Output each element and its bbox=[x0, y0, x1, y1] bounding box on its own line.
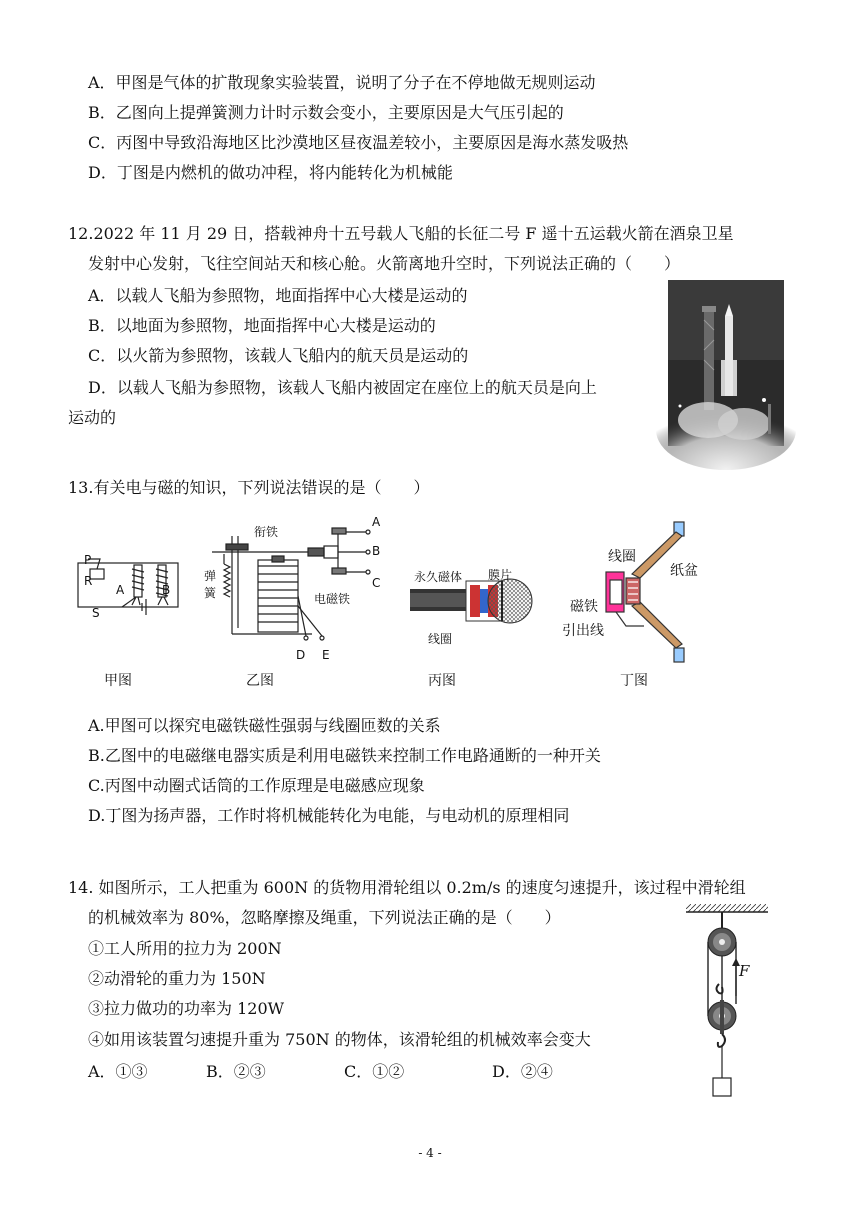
jia-label-s: S bbox=[92, 606, 100, 620]
figure-pulley-system bbox=[686, 904, 770, 1100]
jia-label-a: A bbox=[116, 583, 125, 597]
yi-label-electromagnet: 电磁铁 bbox=[314, 592, 351, 606]
q11-option-d: D．丁图是内燃机的做功冲程，将内能转化为机械能 bbox=[88, 163, 453, 182]
yi-label-c: C bbox=[372, 576, 381, 590]
jia-label-b: B bbox=[162, 583, 171, 597]
caption-yi: 乙图 bbox=[246, 673, 274, 689]
q14-choice-a: A．①③ bbox=[88, 1062, 148, 1081]
caption-bing: 丙图 bbox=[428, 673, 456, 689]
ding-label-lead: 引出线 bbox=[562, 623, 604, 639]
yi-label-d: D bbox=[296, 648, 306, 662]
q13-option-a: A.甲图可以探究电磁铁磁性强弱与线圈匝数的关系 bbox=[88, 716, 441, 735]
yi-label-b: B bbox=[372, 544, 381, 558]
force-label-f: F bbox=[739, 962, 750, 980]
bing-label-coil: 线圈 bbox=[428, 632, 453, 646]
yi-label-e: E bbox=[322, 648, 330, 662]
jia-label-r: R bbox=[84, 574, 93, 588]
q12-stem-line2: 发射中心发射，飞往空间站天和核心舱。火箭离地升空时，下列说法正确的（ ） bbox=[88, 254, 681, 273]
q13-option-b: B.乙图中的电磁继电器实质是利用电磁铁来控制工作电路通断的一种开关 bbox=[88, 746, 601, 765]
q14-choice-b: B．②③ bbox=[206, 1062, 266, 1081]
q13-option-d: D.丁图为扬声器，工作时将机械能转化为电能，与电动机的原理相同 bbox=[88, 806, 570, 825]
bing-label-magnet: 永久磁体 bbox=[414, 570, 463, 584]
caption-ding: 丁图 bbox=[620, 673, 648, 689]
q14-statement-2: ②动滑轮的重力为 150N bbox=[88, 969, 266, 988]
q12-option-d: D．以载人飞船为参照物，该载人飞船内被固定在座位上的航天员是向上 bbox=[88, 378, 597, 397]
q12-stem-line1: 12.2022 年 11 月 29 日，搭载神舟十五号载人飞船的长征二号 F 遥十五运载火箭在酒泉卫星 bbox=[68, 224, 734, 243]
rocket-launch-photo bbox=[668, 280, 784, 446]
figure-yi-relay bbox=[212, 516, 382, 646]
q12-option-b: B．以地面为参照物，地面指挥中心大楼是运动的 bbox=[88, 316, 436, 335]
q12-option-c: C．以火箭为参照物，该载人飞船内的航天员是运动的 bbox=[88, 346, 469, 365]
q12-option-d-cont: 运动的 bbox=[68, 408, 117, 427]
q11-option-a: A．甲图是气体的扩散现象实验装置，说明了分子在不停地做无规则运动 bbox=[88, 73, 596, 92]
q11-option-c: C．丙图中导致沿海地区比沙漠地区昼夜温差较小，主要原因是海水蒸发吸热 bbox=[88, 133, 629, 152]
q14-statement-4: ④如用该装置匀速提升重为 750N 的物体，该滑轮组的机械效率会变大 bbox=[88, 1030, 591, 1049]
jia-label-p: P bbox=[84, 553, 92, 567]
q11-option-b: B．乙图向上提弹簧测力计时示数会变小，主要原因是大气压引起的 bbox=[88, 103, 564, 122]
ding-label-coil: 线圈 bbox=[608, 549, 636, 565]
q14-choice-d: D．②④ bbox=[492, 1062, 553, 1081]
ding-label-cone: 纸盆 bbox=[670, 563, 698, 579]
page-number: - 4 - bbox=[418, 1146, 442, 1160]
q12-option-a: A．以载人飞船为参照物，地面指挥中心大楼是运动的 bbox=[88, 286, 468, 305]
figure-ding-speaker bbox=[596, 522, 696, 666]
q13-option-c: C.丙图中动圈式话筒的工作原理是电磁感应现象 bbox=[88, 776, 425, 795]
yi-label-a: A bbox=[372, 515, 381, 529]
q14-choice-c: C．①② bbox=[344, 1062, 405, 1081]
q14-statement-3: ③拉力做功的功率为 120W bbox=[88, 999, 285, 1018]
q13-stem: 13.有关电与磁的知识，下列说法错误的是（ ） bbox=[68, 478, 430, 497]
caption-jia: 甲图 bbox=[104, 673, 132, 689]
bing-label-diaphragm: 膜片 bbox=[488, 568, 513, 582]
ding-label-magnet: 磁铁 bbox=[570, 599, 598, 615]
q14-statement-1: ①工人所用的拉力为 200N bbox=[88, 939, 282, 958]
yi-label-armature: 衔铁 bbox=[254, 525, 279, 539]
q14-stem-line2: 的机械效率为 80%，忽略摩擦及绳重，下列说法正确的是（ ） bbox=[88, 908, 561, 927]
yi-label-spring: 弹簧 bbox=[204, 569, 217, 600]
q14-stem-line1: 14. 如图所示，工人把重为 600N 的货物用滑轮组以 0.2m/s 的速度匀速提升，该过程中滑轮组 bbox=[68, 878, 746, 897]
